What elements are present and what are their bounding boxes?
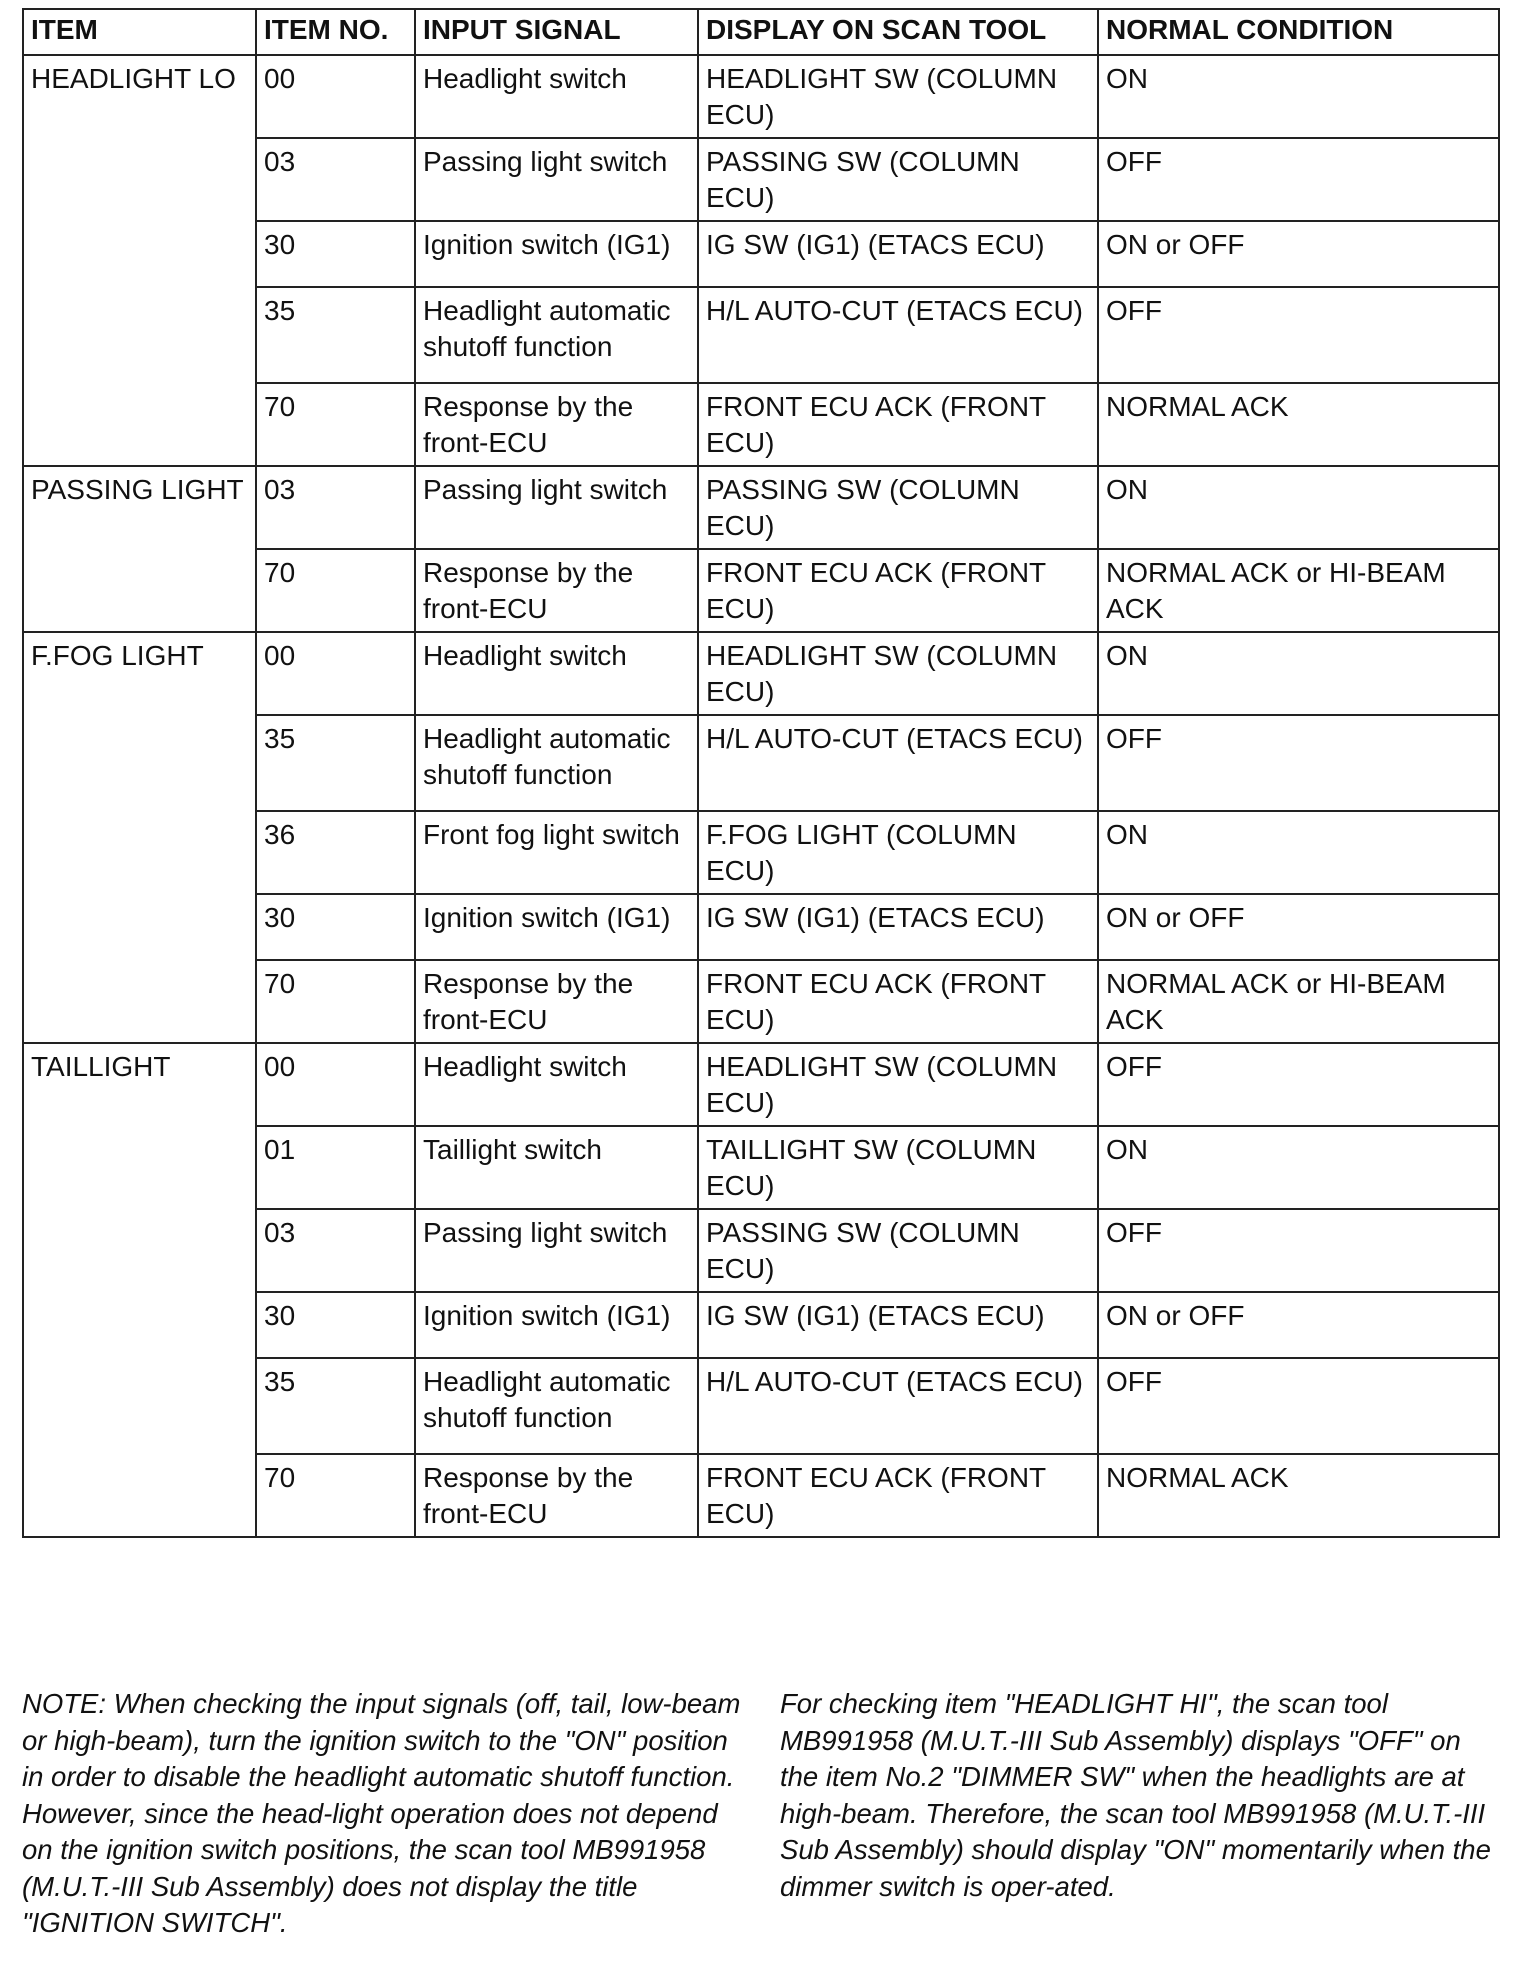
cell-display-on-scan-tool: H/L AUTO-CUT (ETACS ECU) [698,1358,1098,1454]
cell-input-signal: Headlight automatic shutoff function [415,715,698,811]
cell-item-no: 03 [256,1209,415,1292]
table-row [23,466,1499,549]
cell-display-on-scan-tool: IG SW (IG1) (ETACS ECU) [698,894,1098,960]
cell-item-no: 70 [256,549,415,632]
header-normal-condition: NORMAL CONDITION [1098,9,1499,55]
cell-input-signal: Response by the front-ECU [415,549,698,632]
cell-normal-condition: NORMAL ACK [1098,383,1499,466]
table-row [23,1043,1499,1126]
cell-display-on-scan-tool: PASSING SW (COLUMN ECU) [698,138,1098,221]
cell-normal-condition: OFF [1098,287,1499,383]
cell-input-signal: Passing light switch [415,138,698,221]
cell-item-no: 01 [256,1126,415,1209]
input-signal-table [22,8,1500,1538]
cell-display-on-scan-tool: HEADLIGHT SW (COLUMN ECU) [698,55,1098,138]
cell-display-on-scan-tool: HEADLIGHT SW (COLUMN ECU) [698,1043,1098,1126]
cell-input-signal: Headlight switch [415,632,698,715]
table-row [23,632,1499,715]
cell-normal-condition: ON or OFF [1098,894,1499,960]
cell-item: PASSING LIGHT [23,466,256,632]
cell-display-on-scan-tool: HEADLIGHT SW (COLUMN ECU) [698,632,1098,715]
cell-display-on-scan-tool: FRONT ECU ACK (FRONT ECU) [698,960,1098,1043]
cell-item-no: 30 [256,1292,415,1358]
cell-display-on-scan-tool: IG SW (IG1) (ETACS ECU) [698,1292,1098,1358]
cell-normal-condition: OFF [1098,715,1499,811]
cell-display-on-scan-tool: FRONT ECU ACK (FRONT ECU) [698,383,1098,466]
notes-section [22,1686,1498,1966]
cell-item-no: 03 [256,138,415,221]
cell-item-no: 30 [256,221,415,287]
cell-item-no: 30 [256,894,415,960]
cell-normal-condition: NORMAL ACK or HI-BEAM ACK [1098,960,1499,1043]
cell-input-signal: Headlight automatic shutoff function [415,1358,698,1454]
cell-input-signal: Taillight switch [415,1126,698,1209]
cell-item: F.FOG LIGHT [23,632,256,1043]
cell-normal-condition: OFF [1098,1358,1499,1454]
cell-input-signal: Ignition switch (IG1) [415,221,698,287]
cell-item: HEADLIGHT LO [23,55,256,466]
cell-input-signal: Response by the front-ECU [415,960,698,1043]
header-display-on-scan-tool: DISPLAY ON SCAN TOOL [698,9,1098,55]
cell-item-no: 00 [256,632,415,715]
table-row [23,55,1499,138]
cell-normal-condition: OFF [1098,1043,1499,1126]
cell-item: TAILLIGHT [23,1043,256,1537]
cell-item-no: 35 [256,287,415,383]
cell-normal-condition: ON [1098,466,1499,549]
cell-item-no: 00 [256,55,415,138]
cell-input-signal: Passing light switch [415,1209,698,1292]
cell-item-no: 36 [256,811,415,894]
cell-input-signal: Response by the front-ECU [415,1454,698,1537]
cell-normal-condition: OFF [1098,1209,1499,1292]
cell-item-no: 70 [256,383,415,466]
cell-display-on-scan-tool: PASSING SW (COLUMN ECU) [698,1209,1098,1292]
cell-display-on-scan-tool: TAILLIGHT SW (COLUMN ECU) [698,1126,1098,1209]
cell-item-no: 70 [256,1454,415,1537]
cell-normal-condition: ON or OFF [1098,221,1499,287]
cell-item-no: 70 [256,960,415,1043]
cell-input-signal: Ignition switch (IG1) [415,1292,698,1358]
cell-input-signal: Front fog light switch [415,811,698,894]
cell-item-no: 00 [256,1043,415,1126]
cell-input-signal: Headlight switch [415,55,698,138]
note-ignition-switch: NOTE: When checking the input signals (off, tail, low-beam or high-beam), turn the ignition switch to the "ON" position in order to disable the headlight automatic shutoff function. However, since the head-light operation does not depend on the ignition switch positions, the scan tool MB991958 (M.U.T.-III Sub Assembly) does not display the title "IGNITION SWITCH". [22,1688,741,1938]
cell-display-on-scan-tool: H/L AUTO-CUT (ETACS ECU) [698,715,1098,811]
cell-display-on-scan-tool: FRONT ECU ACK (FRONT ECU) [698,549,1098,632]
table-header-row [23,9,1499,55]
cell-input-signal: Headlight switch [415,1043,698,1126]
cell-item-no: 35 [256,1358,415,1454]
cell-normal-condition: NORMAL ACK or HI-BEAM ACK [1098,549,1499,632]
cell-input-signal: Passing light switch [415,466,698,549]
cell-normal-condition: OFF [1098,138,1499,221]
cell-display-on-scan-tool: PASSING SW (COLUMN ECU) [698,466,1098,549]
header-item: ITEM [23,9,256,55]
cell-normal-condition: ON [1098,632,1499,715]
cell-item-no: 35 [256,715,415,811]
cell-normal-condition: NORMAL ACK [1098,1454,1499,1537]
note-headlight-hi: For checking item "HEADLIGHT HI", the scan tool MB991958 (M.U.T.-III Sub Assembly) displays "OFF" on the item No.2 "DIMMER SW" when the headlights are at high-beam. Therefore, the scan tool MB991958 (M.U.T.-III Sub Assembly) should display "ON" momentarily when the dimmer switch is oper-ated. [780,1688,1491,1902]
cell-normal-condition: ON or OFF [1098,1292,1499,1358]
header-input-signal: INPUT SIGNAL [415,9,698,55]
cell-input-signal: Ignition switch (IG1) [415,894,698,960]
page [22,8,1498,1938]
cell-display-on-scan-tool: FRONT ECU ACK (FRONT ECU) [698,1454,1098,1537]
cell-normal-condition: ON [1098,55,1499,138]
cell-display-on-scan-tool: H/L AUTO-CUT (ETACS ECU) [698,287,1098,383]
cell-normal-condition: ON [1098,811,1499,894]
cell-normal-condition: ON [1098,1126,1499,1209]
cell-input-signal: Headlight automatic shutoff function [415,287,698,383]
cell-input-signal: Response by the front-ECU [415,383,698,466]
cell-display-on-scan-tool: IG SW (IG1) (ETACS ECU) [698,221,1098,287]
header-item-no: ITEM NO. [256,9,415,55]
cell-display-on-scan-tool: F.FOG LIGHT (COLUMN ECU) [698,811,1098,894]
table-body [23,55,1499,1537]
cell-item-no: 03 [256,466,415,549]
